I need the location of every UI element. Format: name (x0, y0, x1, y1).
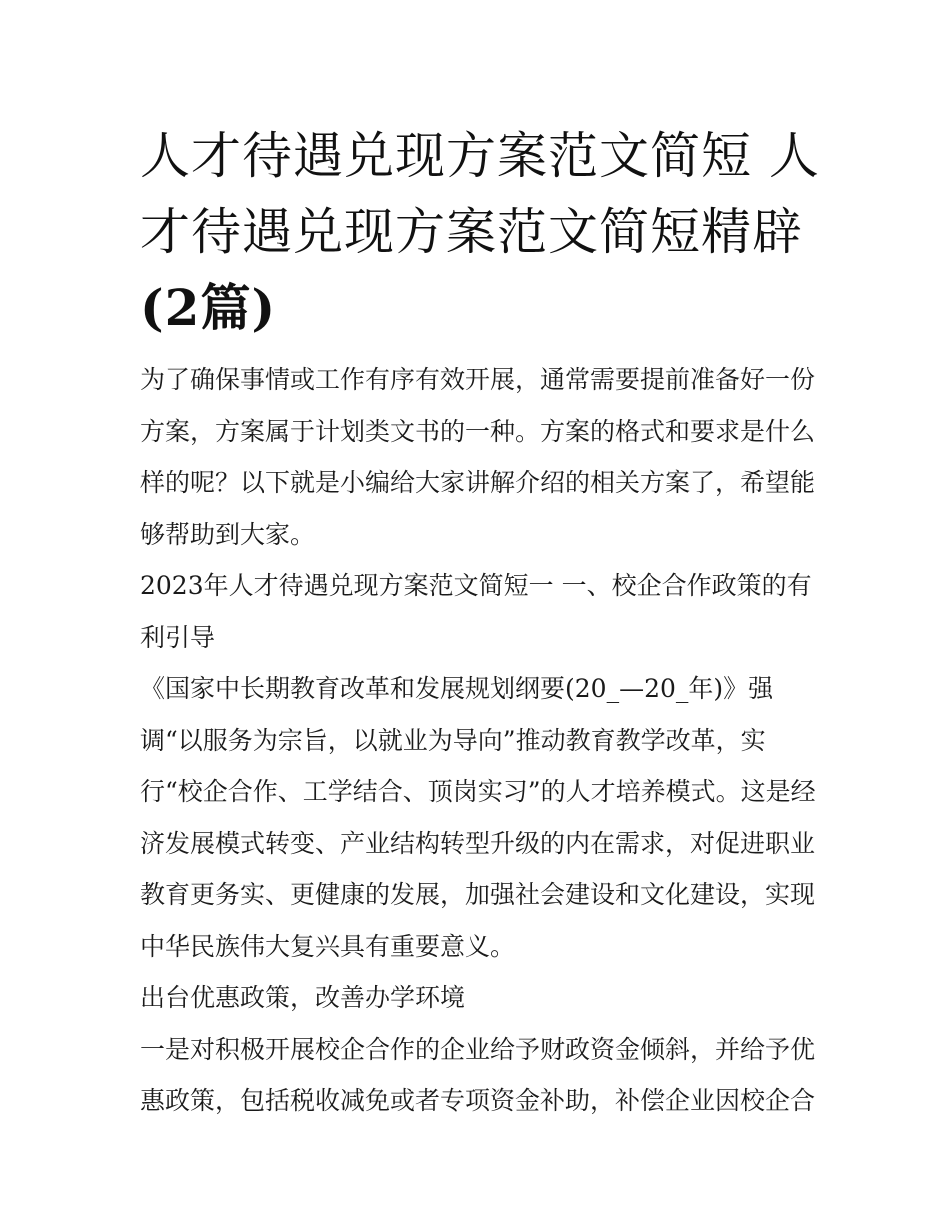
document-title (140, 118, 830, 346)
title-suffix: (2篇) (140, 278, 277, 337)
paragraph-subheading: 出台优惠政策，改善办学环境 (140, 983, 466, 1012)
paragraph-section-heading: 2023年人才待遇兑现方案范文简短一 一、校企合作政策的有利引导 (140, 571, 812, 652)
paragraph-policy: 《国家中长期教育改革和发展规划纲要(20_—20_年)》强调“以服务为宗旨，以就业为导向”推动教育教学改革，实行“校企合作、工学结合、顶岗实习”的人才培养模式。这是经济发展模式转变、产业结构转型升级的内在需求，对促进职业教育更务实、更健康的发展，加强社会建设和文化建设，实现中华民族伟大复兴具有重要意义。 (140, 674, 816, 961)
title-main: 人才待遇兑现方案范文简短 人才待遇兑现方案范文简短精辟 (140, 127, 820, 261)
paragraph-intro: 为了确保事情或工作有序有效开展，通常需要提前准备好一份方案，方案属于计划类文书的一种。方案的格式和要求是什么样的呢？以下就是小编给大家讲解介绍的相关方案了，希望能够帮助到大家。 (140, 365, 816, 549)
paragraph-measures: 一是对积极开展校企合作的企业给予财政资金倾斜，并给予优惠政策，包括税收减免或者专项资金补助，补偿企业因校企合 (140, 1034, 816, 1115)
document-body (140, 354, 820, 1127)
